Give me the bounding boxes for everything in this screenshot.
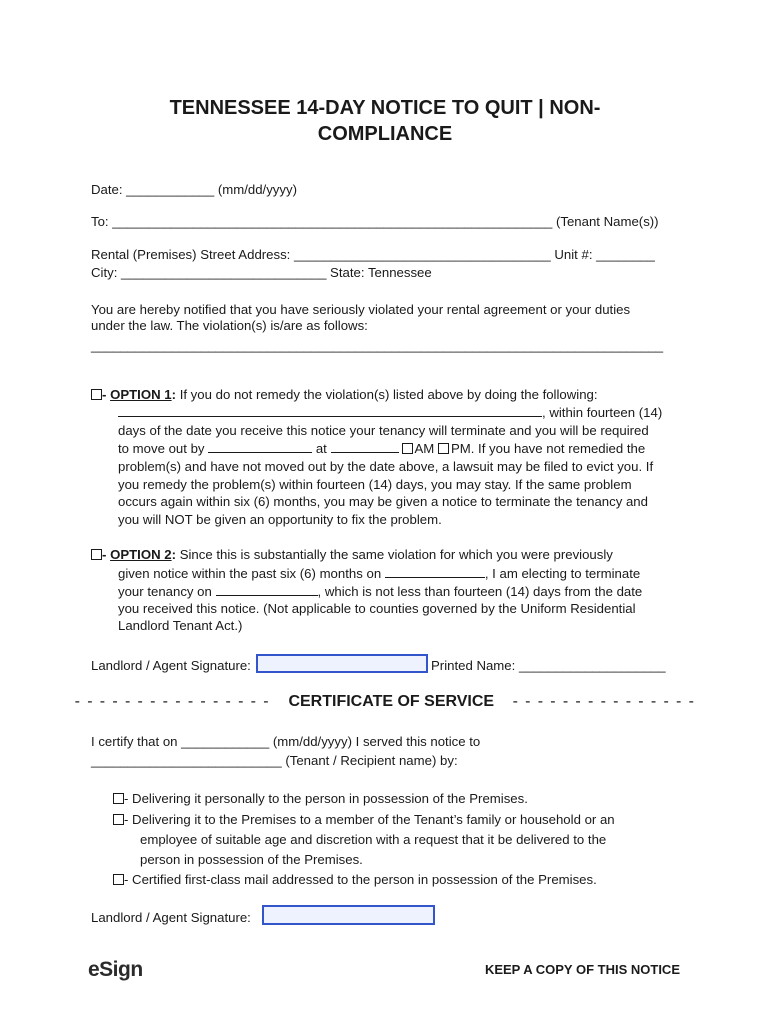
option1-am: AM — [414, 441, 438, 456]
option1-line2 — [118, 405, 662, 421]
option1-label: OPTION 1 — [110, 387, 172, 402]
option2-line1 — [102, 547, 613, 563]
certify-line2[interactable]: __________________________ (Tenant / Recipient name) by: — [91, 753, 458, 768]
option2-text1: Since this is substantially the same violation for which you were previously — [176, 547, 613, 562]
method2-checkbox[interactable] — [113, 814, 124, 825]
document-title-line1: TENNESSEE 14-DAY NOTICE TO QUIT | NON- — [169, 97, 601, 119]
option1-line7: occurs again within six (6) months, you may be given a notice to terminate the tenancy and — [118, 494, 648, 509]
option1-line3: days of the date you receive this notice your tenancy will terminate and you will be required — [118, 423, 649, 438]
pm-checkbox[interactable] — [438, 443, 449, 454]
option1-dash: - — [102, 387, 111, 402]
option1-line6: you remedy the problem(s) within fourteen (14) days, you may stay. If the same problem — [118, 477, 632, 492]
option1-moveout-date-blank[interactable] — [208, 441, 312, 453]
option2-label: OPTION 2 — [110, 547, 172, 562]
option1-line4 — [118, 441, 645, 457]
certificate-dashes-left: - - - - - - - - - - - - - - - - — [74, 693, 270, 710]
notice-text-line1: You are hereby notified that you have seriously violated your rental agreement or your duties — [91, 302, 631, 317]
tenant-name-field-line[interactable]: To: ____________________________________________________________ (Tenant Name(s)) — [91, 214, 659, 229]
signature1-field[interactable] — [256, 654, 428, 673]
document-title-line2: COMPLIANCE — [317, 123, 453, 145]
signature1-label: Landlord / Agent Signature: — [91, 658, 251, 673]
notice-text-line2: under the law. The violation(s) is/are as follows: — [91, 318, 368, 333]
option1-text2: , within fourteen (14) — [542, 405, 663, 420]
method1-text: - Delivering it personally to the person in possession of the Premises. — [124, 791, 528, 806]
signature2-label: Landlord / Agent Signature: — [91, 910, 251, 925]
keep-copy-notice: KEEP A COPY OF THIS NOTICE — [484, 962, 680, 977]
printed-name-field-line[interactable]: Printed Name: ____________________ — [431, 658, 666, 673]
violation-blank[interactable]: ______________________________________________________________________________ — [91, 338, 664, 353]
option2-text3b: , which is not less than fourteen (14) days from the date — [317, 584, 643, 599]
option1-text1: If you do not remedy the violation(s) listed above by doing the following: — [176, 387, 598, 402]
option1-line1 — [102, 387, 598, 403]
option2-prior-notice-date-blank[interactable] — [385, 566, 485, 578]
method2-text-line2: employee of suitable age and discretion with a request that it be delivered to the — [140, 832, 607, 847]
method3-text: - Certified first-class mail addressed to the person in possession of the Premises. — [124, 872, 597, 887]
option2-checkbox[interactable] — [91, 549, 102, 560]
option2-text3a: your tenancy on — [118, 584, 216, 599]
certify-line1[interactable]: I certify that on ____________ (mm/dd/yyyy) I served this notice to — [91, 734, 481, 749]
certificate-heading — [0, 692, 770, 712]
option2-dash: - — [102, 547, 111, 562]
esign-logo: eSign — [88, 958, 143, 981]
option1-colon: : — [171, 387, 177, 402]
method2-text-line1: - Delivering it to the Premises to a member of the Tenant’s family or household or an — [124, 812, 615, 827]
option2-colon: : — [171, 547, 177, 562]
method3-checkbox[interactable] — [113, 874, 124, 885]
option2-line2 — [118, 566, 640, 582]
option1-line5: problem(s) and have not moved out by the date above, a lawsuit may be filed to evict you. If — [118, 459, 654, 474]
option2-line3 — [118, 584, 642, 600]
city-state-field-line[interactable]: City: ____________________________ State: Tennessee — [91, 265, 432, 280]
option1-line8: you will NOT be given an opportunity to fix the problem. — [118, 512, 442, 527]
option1-text4b: at — [312, 441, 331, 456]
street-address-field-line[interactable]: Rental (Premises) Street Address: ___________________________________ Unit #: ________ — [91, 247, 655, 262]
am-checkbox[interactable] — [402, 443, 413, 454]
option1-remedy-blank[interactable] — [118, 405, 542, 417]
option2-text2a: given notice within the past six (6) months on — [118, 566, 385, 581]
method1-checkbox[interactable] — [113, 793, 124, 804]
option2-line5: Landlord Tenant Act.) — [118, 618, 243, 633]
option2-text2b: , I am electing to terminate — [484, 566, 641, 581]
method2-text-line3: person in possession of the Premises. — [140, 852, 363, 867]
certificate-title: CERTIFICATE OF SERVICE — [288, 693, 495, 710]
option2-termination-date-blank[interactable] — [216, 584, 318, 596]
option1-moveout-time-blank[interactable] — [331, 441, 399, 453]
option1-pm: PM. If you have not remedied the — [450, 441, 646, 456]
certificate-dashes-right: - - - - - - - - - - - - - - - — [512, 693, 696, 710]
date-field-line[interactable]: Date: ____________ (mm/dd/yyyy) — [91, 182, 297, 197]
option2-line4: you received this notice. (Not applicable to counties governed by the Uniform Residential — [118, 601, 636, 616]
signature2-field[interactable] — [262, 905, 435, 925]
option1-text4a: to move out by — [118, 441, 209, 456]
option1-checkbox[interactable] — [91, 389, 102, 400]
